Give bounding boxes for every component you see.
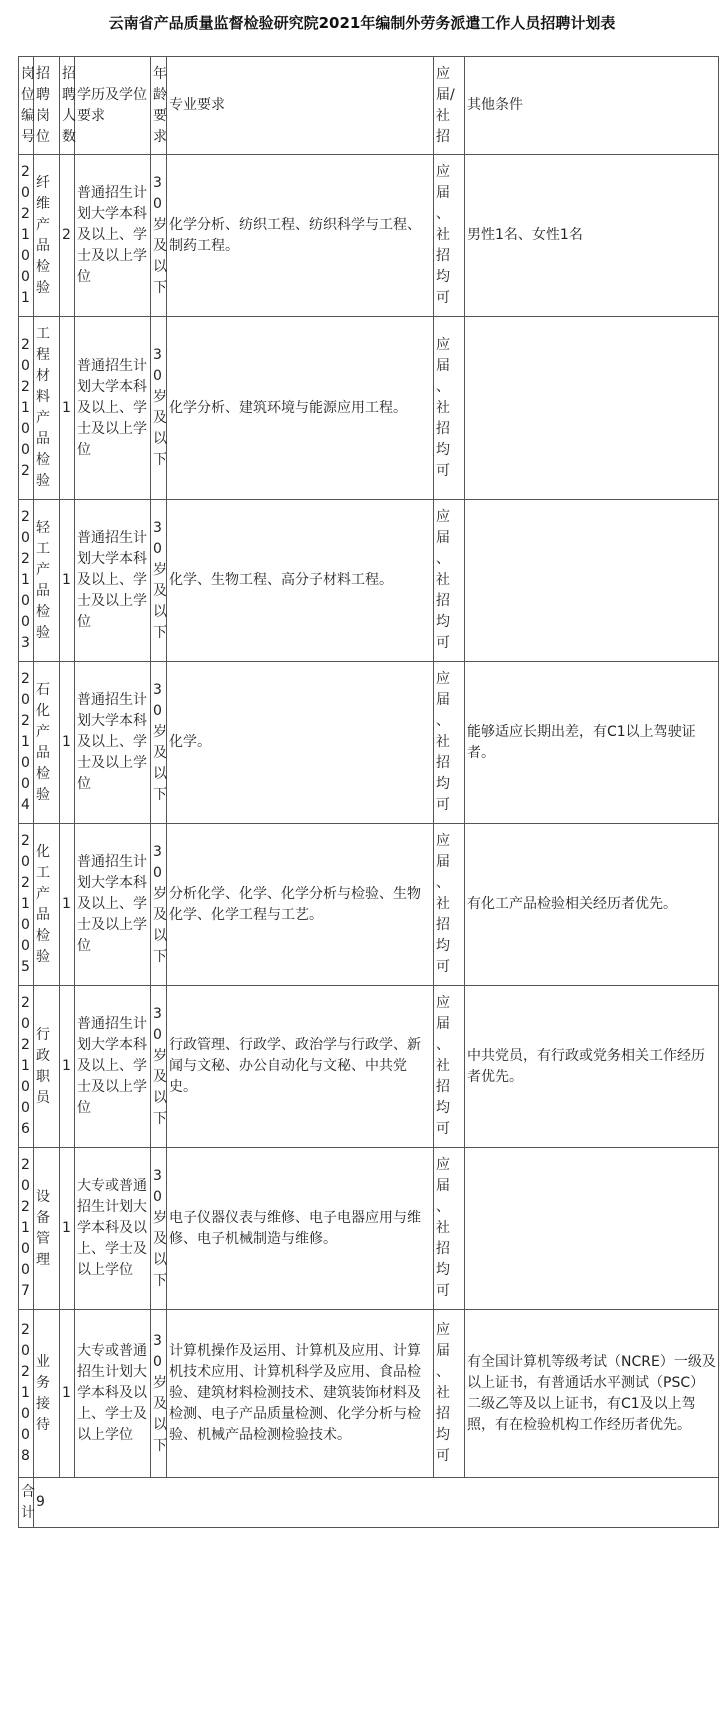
cell-education: 大专或普通招生计划大学本科及以上、学士及以上学位 xyxy=(75,1310,151,1478)
cell-education: 普通招生计划大学本科及以上、学士及以上学位 xyxy=(75,824,151,986)
cell-education: 普通招生计划大学本科及以上、学士及以上学位 xyxy=(75,662,151,824)
cell-count: 1 xyxy=(60,824,75,986)
cell-code: 2021004 xyxy=(19,662,34,824)
table-header-row xyxy=(19,57,719,155)
cell-code: 2021001 xyxy=(19,155,34,317)
header-age: 年龄要求 xyxy=(151,57,167,155)
cell-other xyxy=(465,500,719,662)
cell-code: 2021005 xyxy=(19,824,34,986)
cell-post: 工程材料产品检验 xyxy=(34,317,60,500)
cell-count: 1 xyxy=(60,662,75,824)
cell-code: 2021007 xyxy=(19,1148,34,1310)
recruitment-table xyxy=(18,56,719,1528)
cell-age: 30岁及以下 xyxy=(151,500,167,662)
header-education: 学历及学位要求 xyxy=(75,57,151,155)
table-row xyxy=(19,662,719,824)
cell-code: 2021008 xyxy=(19,1310,34,1478)
cell-other: 有全国计算机等级考试（NCRE）一级及以上证书，有普通话水平测试（PSC）二级乙等及以上证书，有C1及以上驾照，有在检验机构工作经历者优先。 xyxy=(465,1310,719,1478)
cell-source: 应届、社招均可 xyxy=(434,986,465,1148)
cell-major: 化学。 xyxy=(167,662,434,824)
cell-source: 应届、社招均可 xyxy=(434,500,465,662)
cell-education: 普通招生计划大学本科及以上、学士及以上学位 xyxy=(75,500,151,662)
cell-post: 设备管理 xyxy=(34,1148,60,1310)
cell-education: 普通招生计划大学本科及以上、学士及以上学位 xyxy=(75,317,151,500)
cell-other: 有化工产品检验相关经历者优先。 xyxy=(465,824,719,986)
cell-source: 应届、社招均可 xyxy=(434,662,465,824)
cell-age: 30岁及以下 xyxy=(151,824,167,986)
header-source: 应届/社招 xyxy=(434,57,465,155)
cell-post: 业务接待 xyxy=(34,1310,60,1478)
cell-other xyxy=(465,1148,719,1310)
header-post: 招聘岗位 xyxy=(34,57,60,155)
cell-code: 2021003 xyxy=(19,500,34,662)
cell-post: 石化产品检验 xyxy=(34,662,60,824)
cell-count: 1 xyxy=(60,500,75,662)
cell-source: 应届、社招均可 xyxy=(434,317,465,500)
cell-code: 2021006 xyxy=(19,986,34,1148)
cell-major: 计算机操作及运用、计算机及应用、计算机技术应用、计算机科学及应用、食品检验、建筑材料检测技术、建筑装饰材料及检测、电子产品质量检测、化学分析与检验、机械产品检测检验技术。 xyxy=(167,1310,434,1478)
cell-major: 电子仪器仪表与维修、电子电器应用与维修、电子机械制造与维修。 xyxy=(167,1148,434,1310)
cell-count: 2 xyxy=(60,155,75,317)
table-row xyxy=(19,500,719,662)
cell-age: 30岁及以下 xyxy=(151,662,167,824)
header-major: 专业要求 xyxy=(167,57,434,155)
table-row xyxy=(19,1148,719,1310)
cell-post: 纤维产品检验 xyxy=(34,155,60,317)
cell-source: 应届、社招均可 xyxy=(434,824,465,986)
cell-age: 30岁及以下 xyxy=(151,1148,167,1310)
cell-count: 1 xyxy=(60,1310,75,1478)
cell-source: 应届、社招均可 xyxy=(434,1148,465,1310)
total-value: 9 xyxy=(34,1478,719,1528)
cell-age: 30岁及以下 xyxy=(151,317,167,500)
header-other: 其他条件 xyxy=(465,57,719,155)
table-row xyxy=(19,824,719,986)
table-row xyxy=(19,317,719,500)
cell-age: 30岁及以下 xyxy=(151,986,167,1148)
header-count: 招聘人数 xyxy=(60,57,75,155)
cell-age: 30岁及以下 xyxy=(151,1310,167,1478)
cell-code: 2021002 xyxy=(19,317,34,500)
cell-other: 男性1名、女性1名 xyxy=(465,155,719,317)
cell-education: 普通招生计划大学本科及以上、学士及以上学位 xyxy=(75,155,151,317)
cell-other xyxy=(465,317,719,500)
cell-major: 化学分析、纺织工程、纺织科学与工程、制药工程。 xyxy=(167,155,434,317)
table-row xyxy=(19,986,719,1148)
table-total-row xyxy=(19,1478,719,1528)
cell-education: 普通招生计划大学本科及以上、学士及以上学位 xyxy=(75,986,151,1148)
cell-major: 化学分析、建筑环境与能源应用工程。 xyxy=(167,317,434,500)
cell-age: 30岁及以下 xyxy=(151,155,167,317)
cell-post: 轻工产品检验 xyxy=(34,500,60,662)
cell-major: 化学、生物工程、高分子材料工程。 xyxy=(167,500,434,662)
cell-major: 行政管理、行政学、政治学与行政学、新闻与文秘、办公自动化与文秘、中共党史。 xyxy=(167,986,434,1148)
cell-source: 应届、社招均可 xyxy=(434,155,465,317)
cell-source: 应届、社招均可 xyxy=(434,1310,465,1478)
cell-count: 1 xyxy=(60,317,75,500)
cell-post: 化工产品检验 xyxy=(34,824,60,986)
cell-education: 大专或普通招生计划大学本科及以上、学士及以上学位 xyxy=(75,1148,151,1310)
table-row xyxy=(19,155,719,317)
total-label: 合计 xyxy=(19,1478,34,1528)
table-row xyxy=(19,1310,719,1478)
cell-other: 能够适应长期出差，有C1以上驾驶证者。 xyxy=(465,662,719,824)
cell-count: 1 xyxy=(60,986,75,1148)
cell-major: 分析化学、化学、化学分析与检验、生物化学、化学工程与工艺。 xyxy=(167,824,434,986)
page-title: 云南省产品质量监督检验研究院2021年编制外劳务派遣工作人员招聘计划表 xyxy=(108,14,616,32)
header-code: 岗位编号 xyxy=(19,57,34,155)
cell-post: 行政职员 xyxy=(34,986,60,1148)
cell-other: 中共党员，有行政或党务相关工作经历者优先。 xyxy=(465,986,719,1148)
cell-count: 1 xyxy=(60,1148,75,1310)
